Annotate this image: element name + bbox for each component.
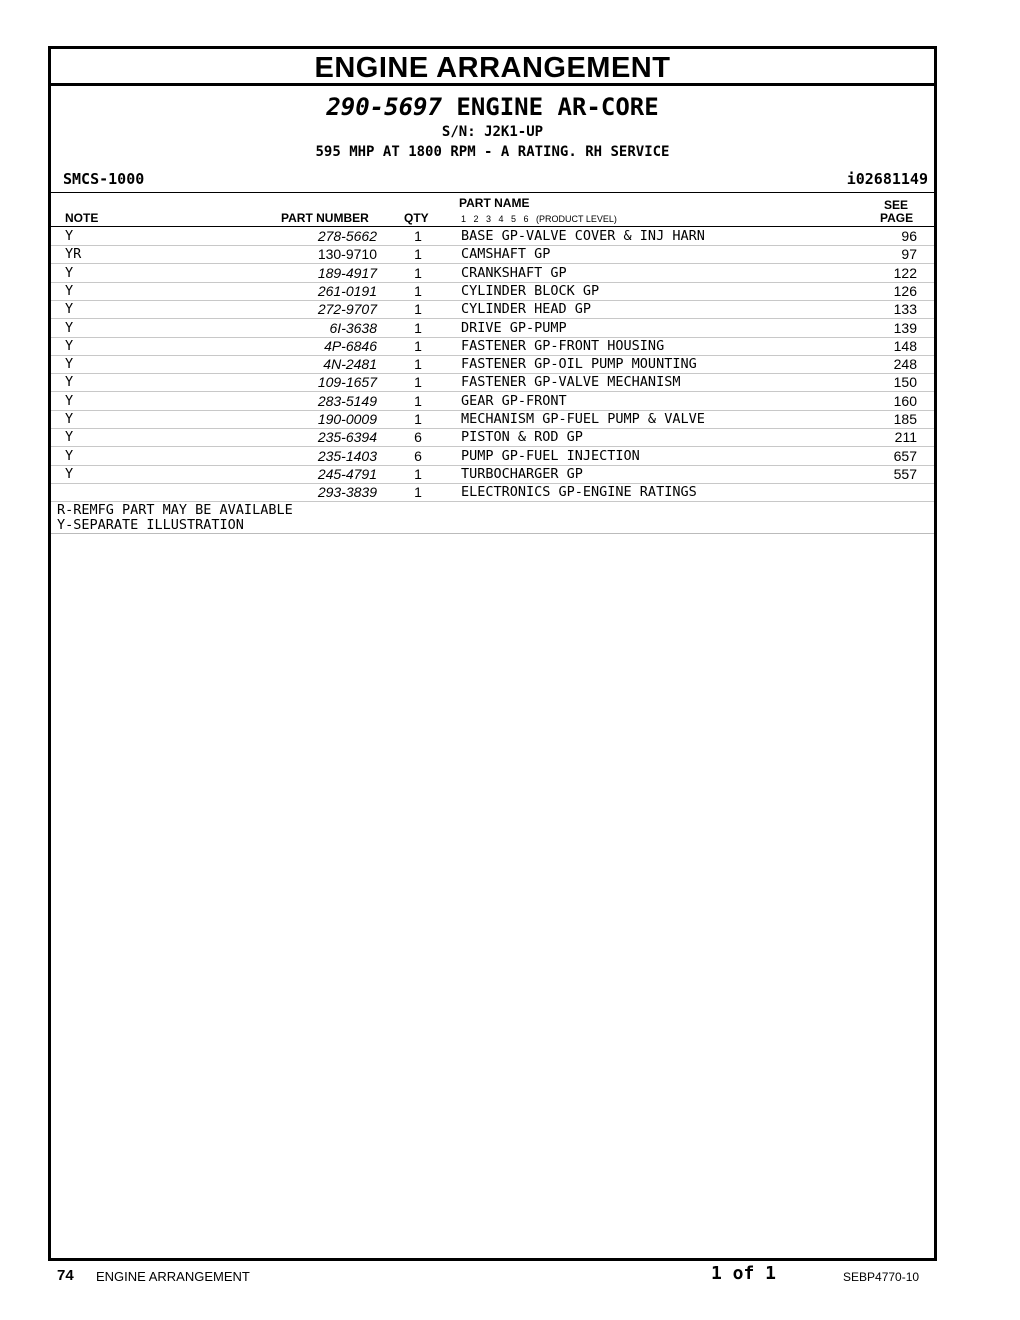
part-name-cell: FASTENER GP-OIL PUMP MOUNTING [461,356,697,373]
see-page-cell: 657 [893,447,917,464]
footer-page-count: 1 of 1 [711,1263,777,1284]
table-row [51,373,934,392]
part-name-cell: BASE GP-VALVE COVER & INJ HARN [461,228,705,244]
table-row [51,447,934,466]
smcs-code: SMCS-1000 [63,170,145,188]
part-name-cell: ELECTRONICS GP-ENGINE RATINGS [461,484,697,501]
part-number-cell: 4N-2481 [323,356,377,373]
part-number-cell: 235-6394 [317,429,377,446]
group-part-number: 290-5697 [326,93,442,121]
note-cell: Y [65,392,74,409]
part-number-cell: 245-4791 [317,465,377,482]
part-number-cell: 293-3839 [317,484,377,501]
qty-cell: 1 [414,246,422,263]
table-row [51,465,934,484]
col-header-part-number: PART NUMBER [281,211,369,225]
part-name-cell: DRIVE GP-PUMP [461,319,567,336]
footer-document-id: SEBP4770-10 [843,1270,920,1284]
page-frame [48,46,937,1261]
page-title: ENGINE ARRANGEMENT [51,49,934,86]
illustration-id: i02681149 [846,170,928,188]
note-cell: Y [65,374,74,391]
note-cell: Y [65,447,74,464]
note-cell: Y [65,429,74,446]
note-cell: Y [65,319,74,336]
col-header-qty: QTY [404,211,429,225]
table-row [51,300,934,319]
table-row [51,410,934,429]
see-page-cell: 160 [893,392,917,409]
serial-number: S/N: J2K1-UP [441,124,544,140]
part-name-cell: GEAR GP-FRONT [461,392,567,409]
note-cell: Y [65,337,74,354]
part-name-cell: CYLINDER BLOCK GP [461,282,600,299]
see-page-cell: 97 [901,246,917,263]
qty-cell: 1 [414,411,422,427]
qty-cell: 1 [414,337,422,354]
part-name-cell: PUMP GP-FUEL INJECTION [461,447,640,464]
legend [57,503,293,533]
qty-cell: 1 [414,264,422,281]
see-page-cell: 122 [893,264,917,281]
col-header-note: NOTE [65,211,99,225]
part-number-cell: 278-5662 [317,228,377,244]
part-number-cell: 109-1657 [317,374,377,391]
part-name-cell: CYLINDER HEAD GP [461,301,592,318]
table-row [51,392,934,411]
table-row [51,355,934,374]
qty-cell: 1 [414,282,422,299]
see-page-cell: 557 [893,465,917,482]
qty-cell: 1 [414,392,422,409]
qty-cell: 1 [414,301,422,318]
table-row [51,337,934,356]
part-number-cell: 283-5149 [317,392,377,409]
table-row [51,227,934,246]
col-header-product-levels: 1 2 3 4 5 6 (PRODUCT LEVEL) [461,214,617,224]
table-row [51,483,934,502]
part-number-cell: 190-0009 [317,411,377,427]
qty-cell: 6 [414,429,422,446]
table-row [51,319,934,338]
note-cell: Y [65,264,74,281]
part-name-cell: FASTENER GP-FRONT HOUSING [461,337,665,354]
col-header-see: SEE [884,198,909,212]
see-page-cell: 211 [894,429,917,446]
part-number-cell: 235-1403 [317,447,377,464]
part-number-cell: 261-0191 [317,282,377,299]
part-number-cell: 6I-3638 [329,319,377,336]
legend-rule [51,533,934,534]
qty-cell: 1 [414,465,422,482]
legend-line: Y-SEPARATE ILLUSTRATION [57,517,244,533]
part-number-cell: 130-9710 [317,246,377,263]
qty-cell: 6 [414,447,422,464]
part-name-cell: PISTON & ROD GP [461,429,583,446]
see-page-cell: 139 [893,319,917,336]
group-name: ENGINE AR-CORE [456,93,659,121]
part-name-cell: CRANKSHAFT GP [461,264,567,281]
see-page-cell: 126 [893,282,917,299]
part-name-cell: CAMSHAFT GP [461,246,551,263]
table-row [51,282,934,301]
see-page-cell: 150 [893,374,917,391]
see-page-cell: 185 [893,411,917,427]
part-name-cell: MECHANISM GP-FUEL PUMP & VALVE [461,411,705,427]
col-header-page: PAGE [880,211,914,225]
qty-cell: 1 [414,484,422,501]
table-row [51,245,934,264]
see-page-cell: 133 [893,301,917,318]
footer-section: ENGINE ARRANGEMENT [96,1269,250,1284]
note-cell: Y [65,282,74,299]
qty-cell: 1 [414,374,422,391]
group-heading [51,93,934,121]
part-number-cell: 4P-6846 [324,337,377,354]
qty-cell: 1 [414,356,422,373]
qty-cell: 1 [414,228,422,244]
note-cell: YR [65,246,82,263]
part-name-cell: FASTENER GP-VALVE MECHANISM [461,374,681,391]
see-page-cell: 148 [893,337,917,354]
note-cell: Y [65,228,74,244]
legend-line: R-REMFG PART MAY BE AVAILABLE [57,502,293,518]
qty-cell: 1 [414,319,422,336]
note-cell: Y [65,465,74,482]
see-page-cell: 248 [893,356,917,373]
part-number-cell: 189-4917 [317,264,377,281]
note-cell: Y [65,356,74,373]
table-row [51,264,934,283]
note-cell: Y [65,301,74,318]
col-header-part-name: PART NAME [459,196,530,210]
note-cell: Y [65,411,74,427]
header-rule-top [51,192,934,193]
part-number-cell: 272-9707 [317,301,377,318]
part-name-cell: TURBOCHARGER GP [461,465,583,482]
table-row [51,428,934,447]
footer-page-number: 74 [57,1267,74,1284]
rating-line: 595 MHP AT 1800 RPM - A RATING. RH SERVICE [315,144,670,160]
see-page-cell: 96 [901,228,917,244]
